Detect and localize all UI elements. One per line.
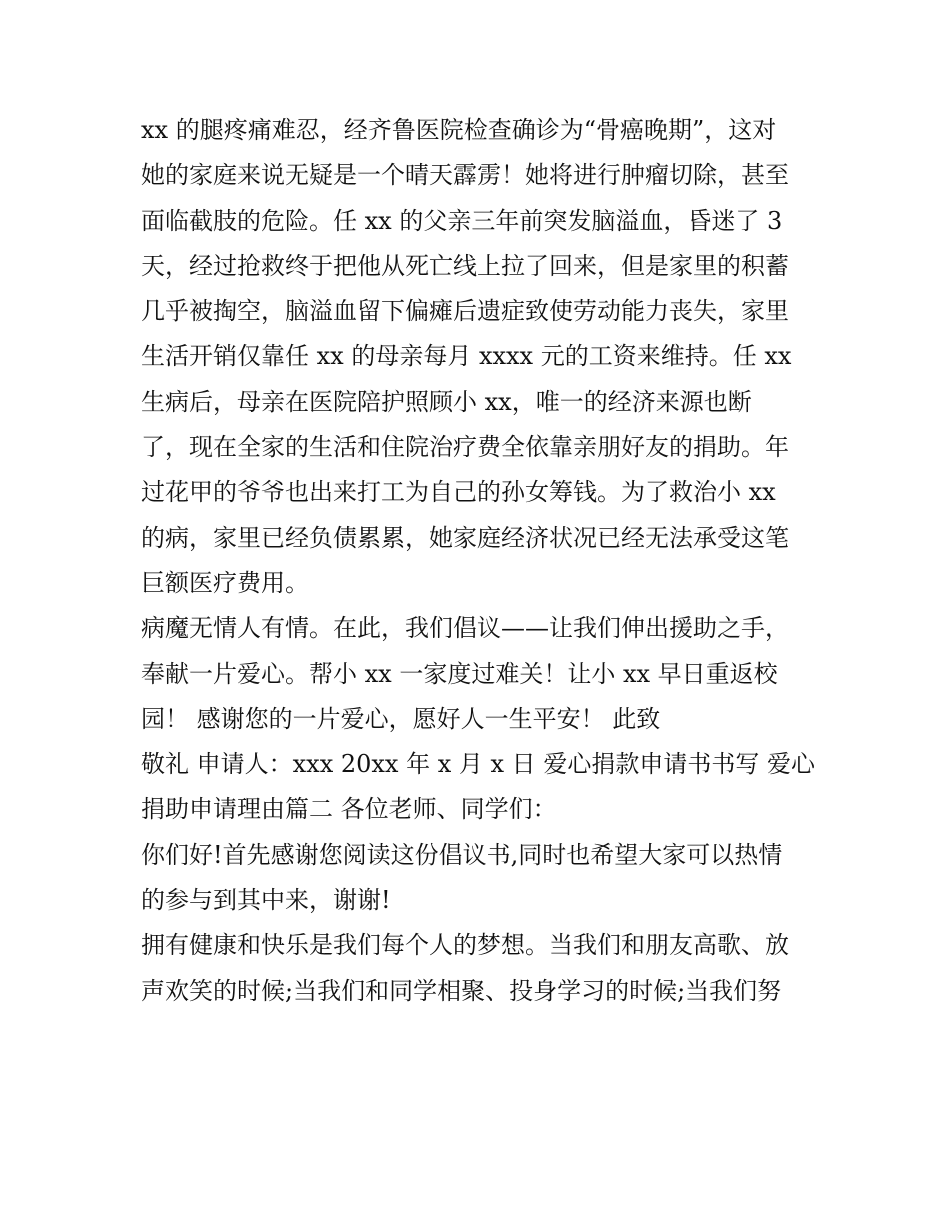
text-line: 了，现在全家的生活和住院治疗费全依靠亲朋好友的捐助。年 — [141, 433, 789, 462]
text-line: 你们好!首先感谢您阅读这份倡议书,同时也希望大家可以热情 — [141, 840, 783, 869]
text-line: 拥有健康和快乐是我们每个人的梦想。当我们和朋友高歌、放 — [141, 931, 789, 960]
text-line: xx 的腿疼痛难忍，经齐鲁医院检查确诊为“骨癌晚期”，这对 — [141, 116, 777, 144]
text-line: 园！ 感谢您的一片爱心，愿好人一生平安！ 此致 — [141, 704, 661, 733]
text-line: 生活开销仅靠任 xx 的母亲每月 xxxx 元的工资来维持。任 xx — [141, 342, 792, 371]
text-line: 过花甲的爷爷也出来打工为自己的孙女筹钱。为了救治小 xx — [141, 478, 776, 507]
text-line: 敬礼 申请人：xxx 20xx 年 x 月 x 日 爱心捐款申请书书写 爱心 — [141, 750, 815, 779]
text-line: 的参与到其中来，谢谢! — [141, 886, 391, 915]
text-line: 的病，家里已经负债累累，她家庭经济状况已经无法承受这笔 — [141, 523, 789, 552]
text-line: 巨额医疗费用。 — [141, 568, 309, 597]
text-line: 病魔无情人有情。在此，我们倡议——让我们伸出援助之手， — [141, 614, 789, 643]
text-line: 捐助申请理由篇二 各位老师、同学们： — [141, 795, 557, 824]
text-line: 天，经过抢救终于把他从死亡线上拉了回来，但是家里的积蓄 — [141, 251, 789, 280]
text-line: 面临截肢的危险。任 xx 的父亲三年前突发脑溢血，昏迷了 3 — [141, 206, 783, 235]
text-line: 生病后，母亲在医院陪护照顾小 xx，唯一的经济来源也断 — [141, 387, 752, 416]
text-line: 声欢笑的时候;当我们和同学相聚、投身学习的时候;当我们努 — [141, 976, 782, 1005]
body-text — [141, 108, 821, 1014]
text-line: 几乎被掏空，脑溢血留下偏瘫后遗症致使劳动能力丧失，家里 — [141, 297, 789, 326]
text-line: 奉献一片爱心。帮小 xx 一家度过难关！让小 xx 早日重返校 — [141, 659, 778, 688]
text-line: 她的家庭来说无疑是一个晴天霹雳！她将进行肿瘤切除，甚至 — [141, 161, 789, 190]
